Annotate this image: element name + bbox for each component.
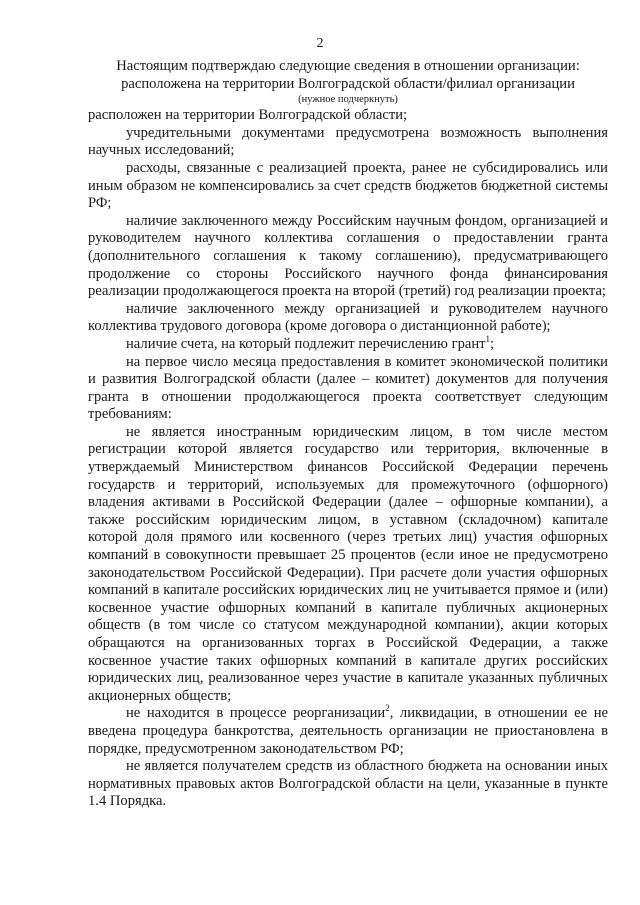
page-number: 2: [316, 36, 324, 51]
paragraph-8: не является иностранным юридическим лицом, в том числе местом регистрации которой является государство или территория, включенные в утверждаемый Министерством финансов Российской Федерации перечень государств и территорий, используемых для промежуточного (офшорного) владения активами в Российской Федерации (далее – офшорные компании), а также российским юридическим лицом, в уставном (складочном) капитале которой доля прямого или косвенного (через третьих лиц) участия офшорных компаний в совокупности превышает 25 процентов (если иное не предусмотрено законодательством Российской Федерации). При расчете доли участия офшорных компаний в капитале российских юридических лиц не учитывается прямое и (или) косвенное участие офшорных компаний в капитале публичных акционерных обществ (в том числе со статусом международной компании), акции которых обращаются на организованных торгах в Российской Федерации, а также косвенное участие таких офшорных компаний в капитале других российских юридических лиц, реализованное через участие в капитале указанных публичных акционерных обществ;: [88, 423, 608, 704]
header-line-1: Настоящим подтверждаю следующие сведения в отношении организации:: [116, 58, 580, 74]
paragraph-9: не находится в процессе реорганизации$^2$, ликвидации, в отношении ее не введена процедура банкротства, деятельность организации не приостановлена в порядке, предусмотренном законодательством РФ;: [88, 703, 609, 757]
header-line-2: расположена на территории Волгоградской области/филиал организации: [121, 75, 575, 92]
paragraph-10: не является получателем средств из областного бюджета на основании иных нормативных правовых актов Волгоградской области на цели, указанные в пункте 1.4 Порядка.: [88, 758, 608, 810]
document-body: [88, 58, 608, 811]
paragraph-5: наличие заключенного между организацией и руководителем научного коллектива трудового договора (кроме договора о дистанционной работе);: [88, 300, 608, 335]
paragraph-3: расходы, связанные с реализацией проекта, ранее не субсидировались или иным образом не компенсировались за счет средств бюджетов бюджетной системы РФ;: [88, 159, 608, 212]
paragraph-2: учредительными документами предусмотрена возможность выполнения научных исследований;: [88, 124, 608, 159]
paragraph-1: расположен на территории Волгоградской области;: [88, 107, 408, 124]
footnote-ref-1: 1: [485, 334, 491, 345]
paragraph-7: на первое число месяца предоставления в комитет экономической политики и развития Волгоградской области (далее – комитет) документов для получения гранта в отношении продолжающегося проекта соответствует следующим требованиям:: [88, 353, 608, 423]
paragraph-6: наличие счета, на который подлежит перечислению грант$^1$;: [126, 334, 495, 352]
paragraph-4: наличие заключенного между Российским научным фондом, организацией и руководителем научного коллектива соглашения о предоставлении гранта (дополнительного соглашения к такому соглашению), предусматривающего продолжение со стороны Российского научного фонда финансирования реализации продолжающегося проекта на второй (третий) год реализации проекта;: [88, 212, 608, 300]
footnote-ref-2: 2: [385, 703, 390, 714]
header-note: (нужное подчеркнуть): [298, 94, 398, 106]
